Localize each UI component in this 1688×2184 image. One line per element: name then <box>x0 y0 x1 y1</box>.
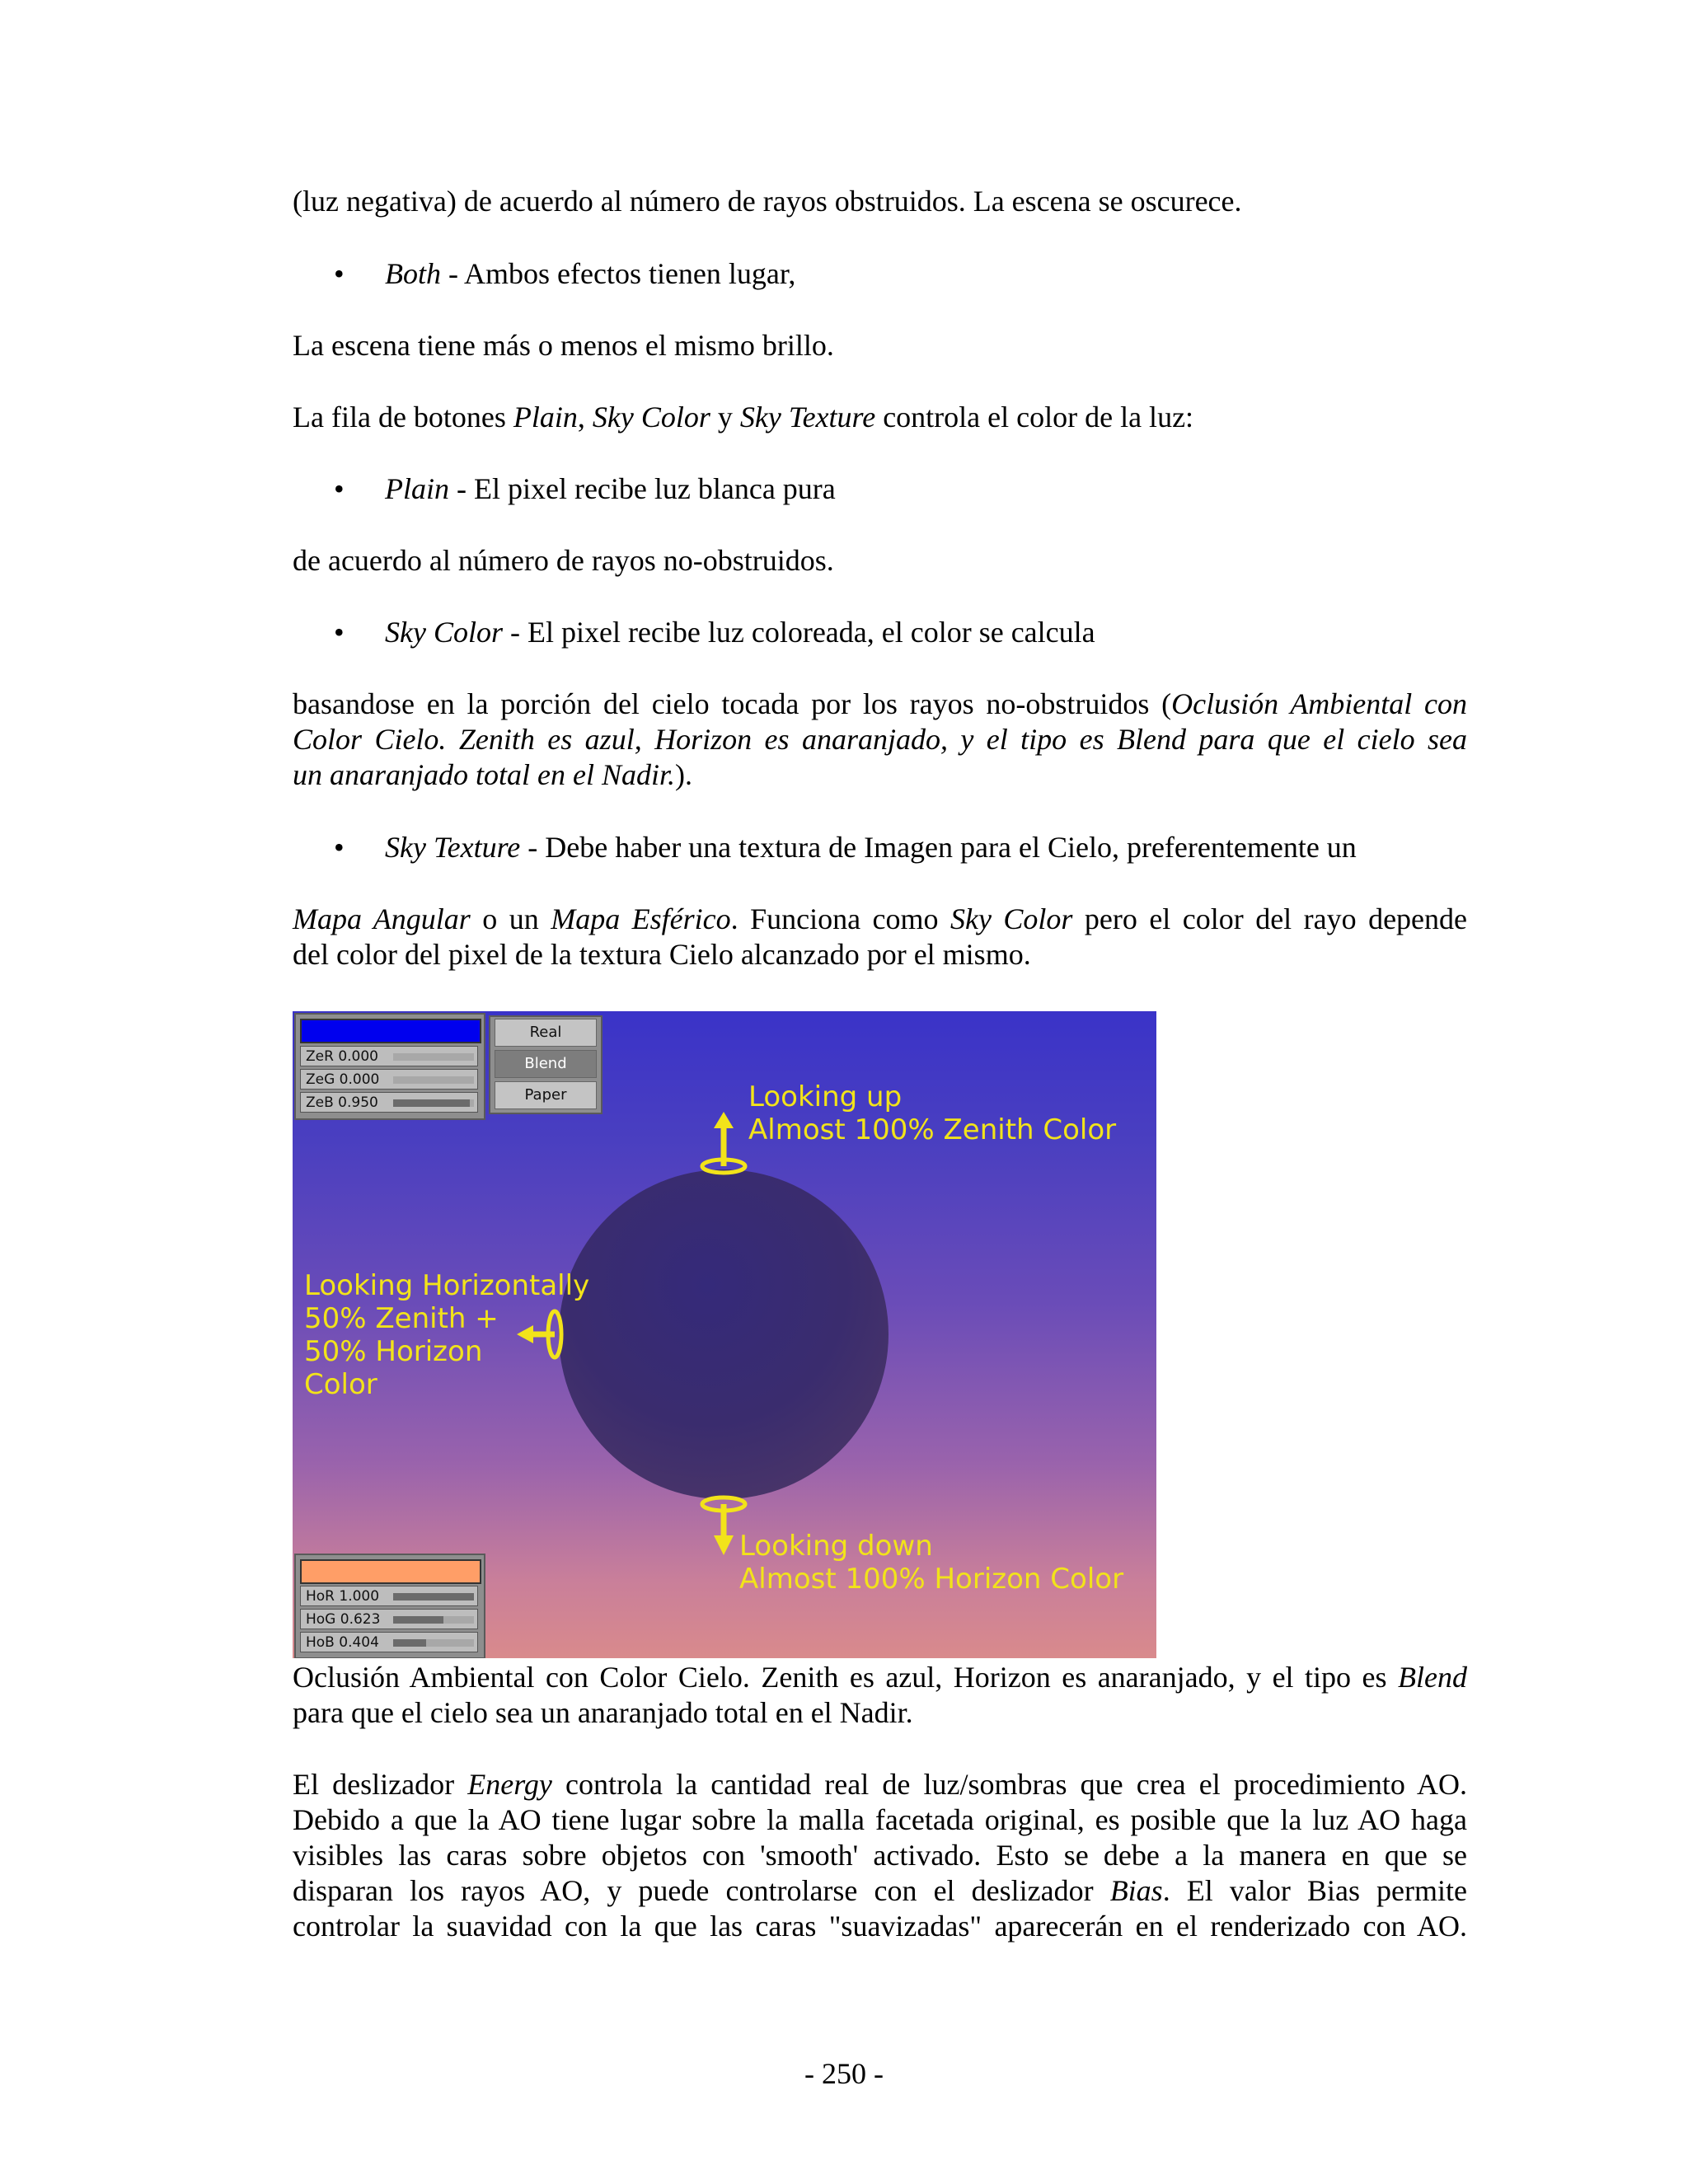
annotation-line: Looking up <box>748 1080 903 1113</box>
text-fragment: pero el color del rayo depende <box>1072 902 1468 935</box>
zenith-green-slider[interactable] <box>300 1069 478 1090</box>
slider-fill <box>393 1616 443 1624</box>
bullet-sky-color: • <box>334 616 345 649</box>
sphere <box>559 1169 889 1499</box>
slider-label: HoG 0.623 <box>306 1611 381 1628</box>
text-line: controlar la suavidad con la que las caras "suavizadas" aparecerán en el renderizado con AO. <box>293 1910 1467 1943</box>
horizon-red-slider[interactable] <box>300 1586 478 1606</box>
text-fragment: disparan los rayos AO, y puede controlarse con el deslizador <box>293 1874 1110 1907</box>
blend-button[interactable] <box>495 1050 597 1078</box>
slider-track <box>393 1076 474 1084</box>
italic-fragment: Oclusión Ambiental con <box>1171 687 1467 720</box>
text-line: - Debe haber una textura de Imagen para el Cielo, preferentemente un <box>520 831 1357 864</box>
text-fragment: controla el color de la luz: <box>875 401 1194 434</box>
slider-label: ZeG 0.000 <box>306 1071 380 1088</box>
annotation-line: 50% Zenith + <box>304 1302 499 1335</box>
slider-label: HoR 1.000 <box>306 1588 380 1605</box>
bullet-both-text <box>385 256 795 292</box>
term-sky-texture: Sky Texture <box>739 401 876 434</box>
term-sky-color: Sky Color <box>950 902 1073 935</box>
text-line <box>293 902 1467 937</box>
paper-button[interactable] <box>495 1081 597 1109</box>
slider-fill <box>393 1099 470 1107</box>
annotation-line: Looking down <box>739 1530 933 1563</box>
zenith-blue-slider[interactable] <box>300 1092 478 1113</box>
annotation-looking-horizontally <box>304 1269 589 1401</box>
slider-label: ZeR 0.000 <box>306 1048 378 1065</box>
text-fragment: El deslizador <box>293 1768 468 1801</box>
arrow-up-icon <box>702 1112 745 1173</box>
annotation-line: Almost 100% Zenith Color <box>748 1113 1117 1146</box>
bullet-sky-texture-text <box>385 830 1357 865</box>
text-line: de acuerdo al número de rayos no-obstruidos. <box>293 544 834 577</box>
text-line: (luz negativa) de acuerdo al número de rayos obstruidos. La escena se oscurece. <box>293 185 1242 218</box>
button-label: Real <box>529 1024 562 1041</box>
paragraph-fila-botones <box>293 400 1467 435</box>
paragraph-mapa <box>293 902 1467 972</box>
slider-label: HoB 0.404 <box>306 1634 379 1651</box>
text-line <box>293 1873 1467 1909</box>
text-line: - El pixel recibe luz coloreada, el color se calcula <box>502 616 1095 649</box>
text-line <box>293 722 1467 757</box>
term-energy: Energy <box>467 1768 552 1801</box>
text-line: para que el cielo sea un anaranjado total en el Nadir. <box>293 1696 913 1729</box>
annotation-line: Almost 100% Horizon Color <box>739 1563 1124 1596</box>
term-plain: Plain <box>385 472 449 505</box>
slider-track <box>393 1099 474 1107</box>
text-fragment: La fila de botones <box>293 401 513 434</box>
text-fragment: Oclusión Ambiental con Color Cielo. Zenith es azul, Horizon es anaranjado, y el tipo es <box>293 1661 1399 1694</box>
bullet-both: • <box>334 257 345 290</box>
term-sky-color: Sky Color <box>385 616 503 649</box>
horizon-blue-slider[interactable] <box>300 1632 478 1652</box>
text-line: - El pixel recibe luz blanca pura <box>449 472 836 505</box>
text-fragment: controla la cantidad real de luz/sombras que crea el procedimiento AO. <box>551 1768 1467 1801</box>
figure-caption <box>293 1660 1467 1731</box>
bullet-plain-text <box>385 471 836 507</box>
bullet-plain: • <box>334 472 345 505</box>
slider-track <box>393 1616 474 1624</box>
term-sky-texture: Sky Texture <box>385 831 521 864</box>
text-line <box>293 757 1467 793</box>
text-line <box>293 687 1467 722</box>
slider-label: ZeB 0.950 <box>306 1094 378 1111</box>
slider-fill <box>393 1639 426 1647</box>
text-line: Debido a que la AO tiene lugar sobre la malla facetada original, es posible que la luz AO haga <box>293 1803 1467 1836</box>
text-line <box>293 1767 1467 1802</box>
slider-track <box>393 1639 474 1647</box>
text-fragment: . El valor Bias permite <box>1162 1874 1467 1907</box>
italic-fragment: un anaranjado total en el Nadir. <box>293 758 676 791</box>
zenith-color-panel <box>294 1013 485 1120</box>
text-fragment: ). <box>675 758 693 791</box>
text-fragment: , <box>577 401 593 434</box>
bullet-sky-texture: • <box>334 831 345 864</box>
paragraph-basandose <box>293 687 1467 793</box>
paragraph-brillo <box>293 328 1467 363</box>
annotation-looking-up <box>748 1080 1116 1146</box>
real-button[interactable] <box>495 1019 597 1047</box>
term-bias: Bias <box>1109 1874 1163 1907</box>
term-both: Both <box>385 257 441 290</box>
text-fragment: y <box>710 401 740 434</box>
slider-track <box>393 1593 474 1601</box>
term-sky-color: Sky Color <box>592 401 710 434</box>
slider-track <box>393 1053 474 1061</box>
slider-fill <box>393 1593 474 1601</box>
sky-render-figure <box>293 1011 1156 1658</box>
annotation-line: 50% Horizon <box>304 1335 483 1368</box>
annotation-line: Color <box>304 1368 377 1401</box>
button-label: Blend <box>524 1055 567 1072</box>
text-fragment: . Funciona como <box>730 902 950 935</box>
term-plain: Plain <box>513 401 578 434</box>
term-mapa-esferico: Mapa Esférico <box>551 902 731 935</box>
term-mapa-angular: Mapa Angular <box>293 902 471 935</box>
text-line: - Ambos efectos tienen lugar, <box>441 257 796 290</box>
text-line: La escena tiene más o menos el mismo brillo. <box>293 329 834 362</box>
page-number: - 250 - <box>804 2057 884 2090</box>
paragraph-luz-negativa <box>293 184 1467 219</box>
horizon-green-slider[interactable] <box>300 1609 478 1629</box>
paragraph-no-obstruidos <box>293 543 1467 579</box>
text-fragment: basandose en la porción del cielo tocada por los rayos no-obstruidos ( <box>293 687 1172 720</box>
text-line: del color del pixel de la textura Cielo alcanzado por el mismo. <box>293 938 1031 971</box>
paragraph-energy <box>293 1767 1467 1944</box>
text-line <box>293 1660 1467 1695</box>
annotation-looking-down <box>739 1530 1123 1596</box>
bullet-sky-color-text <box>385 615 1095 650</box>
annotation-line: Looking Horizontally <box>304 1269 590 1302</box>
term-blend: Blend <box>1398 1661 1467 1694</box>
text-line: visibles las caras sobre objetos con 'smooth' activado. Esto se debe a la manera en que se <box>293 1839 1467 1872</box>
zenith-red-slider[interactable] <box>300 1046 478 1066</box>
button-label: Paper <box>524 1086 567 1104</box>
sky-type-panel <box>489 1015 603 1114</box>
italic-fragment: Color Cielo. Zenith es azul, Horizon es anaranjado, y el tipo es Blend para que el cielo sea <box>293 723 1467 756</box>
horizon-color-swatch[interactable] <box>300 1559 481 1584</box>
zenith-color-swatch[interactable] <box>300 1019 481 1043</box>
text-fragment: o un <box>470 902 551 935</box>
horizon-color-panel <box>294 1554 485 1658</box>
